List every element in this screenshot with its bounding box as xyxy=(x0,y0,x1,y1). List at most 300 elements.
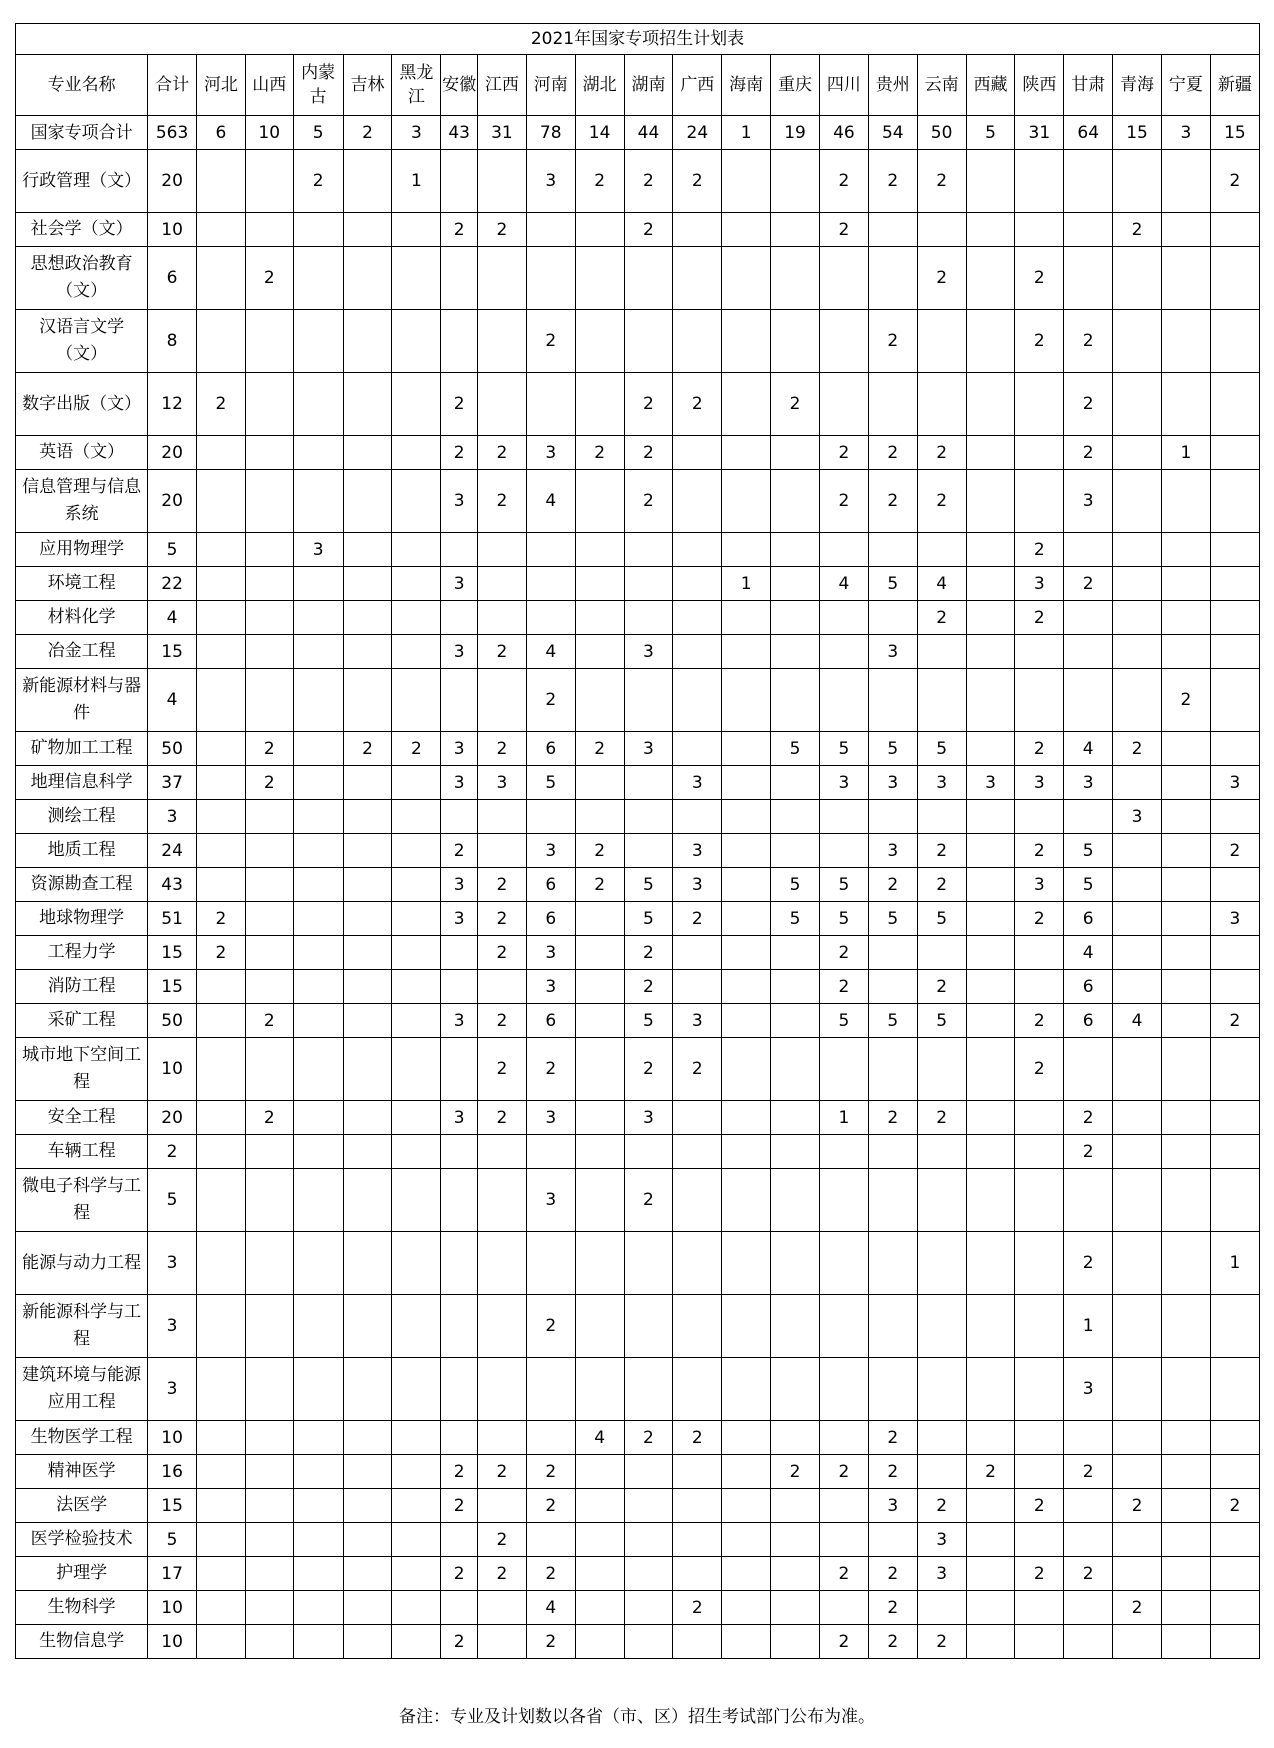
plan-count xyxy=(197,970,246,1004)
plan-count: 5 xyxy=(868,567,917,601)
plan-count xyxy=(293,1625,343,1659)
plan-count: 4 xyxy=(526,635,575,669)
title-row xyxy=(16,24,1260,55)
plan-count xyxy=(1210,970,1259,1004)
major-name: 城市地下空间工程 xyxy=(16,1038,148,1101)
plan-count xyxy=(1210,1455,1259,1489)
plan-count xyxy=(293,1135,343,1169)
plan-count xyxy=(197,1232,246,1295)
plan-count: 4 xyxy=(526,1591,575,1625)
plan-count xyxy=(477,1489,526,1523)
plan-count xyxy=(343,247,392,310)
plan-count xyxy=(526,213,575,247)
plan-count xyxy=(1210,1358,1259,1421)
plan-count xyxy=(1113,1169,1162,1232)
plan-count: 3 xyxy=(441,635,478,669)
plan-count xyxy=(293,213,343,247)
plan-count xyxy=(575,800,624,834)
plan-count: 2 xyxy=(917,436,966,470)
plan-count xyxy=(441,1421,478,1455)
plan-count xyxy=(197,1101,246,1135)
plan-count xyxy=(673,800,722,834)
plan-count xyxy=(1210,1421,1259,1455)
totals-sum: 563 xyxy=(148,116,197,150)
totals-value: 44 xyxy=(624,116,673,150)
plan-count xyxy=(477,1591,526,1625)
plan-count: 2 xyxy=(868,470,917,533)
plan-count xyxy=(343,1232,392,1295)
plan-count xyxy=(1113,567,1162,601)
plan-count xyxy=(1210,1557,1259,1591)
plan-count: 2 xyxy=(392,732,441,766)
plan-count xyxy=(343,902,392,936)
plan-count xyxy=(917,1135,966,1169)
plan-count xyxy=(966,150,1015,213)
enrollment-plan-table xyxy=(15,23,1260,1659)
plan-count xyxy=(392,1591,441,1625)
plan-count xyxy=(722,1295,771,1358)
major-total: 2 xyxy=(148,1135,197,1169)
plan-count xyxy=(771,247,820,310)
table-row xyxy=(16,834,1260,868)
plan-count xyxy=(624,834,673,868)
major-name: 工程力学 xyxy=(16,936,148,970)
totals-value: 3 xyxy=(1161,116,1210,150)
plan-count: 2 xyxy=(575,732,624,766)
plan-count xyxy=(624,567,673,601)
plan-count xyxy=(441,247,478,310)
major-name: 思想政治教育（文） xyxy=(16,247,148,310)
plan-count xyxy=(441,1591,478,1625)
plan-count xyxy=(722,1455,771,1489)
plan-count xyxy=(245,310,293,373)
plan-count xyxy=(1113,970,1162,1004)
plan-count xyxy=(343,1004,392,1038)
plan-count xyxy=(1064,601,1113,635)
plan-count xyxy=(917,373,966,436)
plan-count xyxy=(771,1169,820,1232)
plan-count: 2 xyxy=(1015,247,1064,310)
table-row xyxy=(16,868,1260,902)
plan-count: 2 xyxy=(917,470,966,533)
plan-count xyxy=(392,247,441,310)
plan-count: 2 xyxy=(868,150,917,213)
plan-count xyxy=(624,669,673,732)
plan-count xyxy=(1064,800,1113,834)
plan-count xyxy=(966,800,1015,834)
plan-count xyxy=(819,1523,868,1557)
plan-count xyxy=(1113,1295,1162,1358)
plan-count xyxy=(771,1557,820,1591)
plan-count xyxy=(1161,150,1210,213)
plan-count xyxy=(1210,601,1259,635)
totals-value: 19 xyxy=(771,116,820,150)
totals-value: 24 xyxy=(673,116,722,150)
plan-count xyxy=(1161,834,1210,868)
table-title: 2021年国家专项招生计划表 xyxy=(16,24,1260,55)
major-name: 建筑环境与能源应用工程 xyxy=(16,1358,148,1421)
plan-count xyxy=(1161,1358,1210,1421)
plan-count xyxy=(1015,213,1064,247)
plan-count xyxy=(819,800,868,834)
plan-count xyxy=(526,1421,575,1455)
plan-count: 2 xyxy=(293,150,343,213)
plan-count xyxy=(673,936,722,970)
plan-count: 3 xyxy=(441,766,478,800)
plan-count xyxy=(575,1523,624,1557)
major-name: 微电子科学与工程 xyxy=(16,1169,148,1232)
plan-count xyxy=(1113,310,1162,373)
plan-count: 2 xyxy=(477,1557,526,1591)
plan-count: 4 xyxy=(917,567,966,601)
plan-count xyxy=(819,669,868,732)
plan-count xyxy=(722,1421,771,1455)
plan-count xyxy=(917,1038,966,1101)
table-row xyxy=(16,800,1260,834)
plan-count xyxy=(819,1232,868,1295)
plan-count: 2 xyxy=(197,373,246,436)
plan-count xyxy=(1064,1591,1113,1625)
plan-count: 3 xyxy=(441,902,478,936)
plan-count: 2 xyxy=(526,1295,575,1358)
plan-count xyxy=(575,669,624,732)
plan-count xyxy=(673,1101,722,1135)
plan-count xyxy=(392,1004,441,1038)
plan-count xyxy=(868,1358,917,1421)
plan-count xyxy=(722,247,771,310)
plan-count xyxy=(477,1135,526,1169)
plan-count xyxy=(441,800,478,834)
plan-count xyxy=(441,936,478,970)
plan-count xyxy=(868,1232,917,1295)
plan-count xyxy=(1210,936,1259,970)
plan-count xyxy=(1113,635,1162,669)
plan-count xyxy=(1161,1489,1210,1523)
totals-value: 50 xyxy=(917,116,966,150)
plan-count: 2 xyxy=(477,1101,526,1135)
plan-count xyxy=(624,1489,673,1523)
plan-count: 2 xyxy=(1113,1489,1162,1523)
plan-count xyxy=(1210,1038,1259,1101)
plan-count xyxy=(1113,150,1162,213)
plan-count xyxy=(819,1421,868,1455)
table-row xyxy=(16,601,1260,635)
plan-count xyxy=(477,800,526,834)
plan-count xyxy=(624,800,673,834)
header-province: 广西 xyxy=(673,55,722,116)
table-row xyxy=(16,1557,1260,1591)
plan-count: 3 xyxy=(868,834,917,868)
plan-count: 5 xyxy=(917,1004,966,1038)
major-name: 社会学（文） xyxy=(16,213,148,247)
plan-count xyxy=(1064,1169,1113,1232)
plan-count: 2 xyxy=(819,936,868,970)
major-name: 新能源材料与器件 xyxy=(16,669,148,732)
plan-count xyxy=(293,1101,343,1135)
plan-count xyxy=(293,800,343,834)
totals-value: 6 xyxy=(197,116,246,150)
table-row xyxy=(16,1489,1260,1523)
plan-count: 2 xyxy=(624,1038,673,1101)
plan-count: 6 xyxy=(1064,1004,1113,1038)
plan-count: 3 xyxy=(624,1101,673,1135)
plan-count: 3 xyxy=(868,635,917,669)
plan-count xyxy=(441,1523,478,1557)
plan-count: 6 xyxy=(526,868,575,902)
major-total: 20 xyxy=(148,1101,197,1135)
plan-count xyxy=(771,1004,820,1038)
header-province: 甘肃 xyxy=(1064,55,1113,116)
plan-count xyxy=(575,1232,624,1295)
plan-count xyxy=(1015,800,1064,834)
plan-count xyxy=(966,1557,1015,1591)
header-province: 重庆 xyxy=(771,55,820,116)
plan-count xyxy=(526,1523,575,1557)
plan-count xyxy=(966,1232,1015,1295)
totals-value: 31 xyxy=(477,116,526,150)
plan-count: 3 xyxy=(526,1169,575,1232)
plan-count xyxy=(917,1295,966,1358)
plan-count: 2 xyxy=(819,436,868,470)
plan-count xyxy=(722,936,771,970)
plan-count xyxy=(673,1169,722,1232)
plan-count xyxy=(293,1232,343,1295)
plan-count xyxy=(245,1038,293,1101)
plan-count: 6 xyxy=(526,1004,575,1038)
plan-count xyxy=(966,1135,1015,1169)
major-name: 消防工程 xyxy=(16,970,148,1004)
plan-count xyxy=(1161,247,1210,310)
plan-count xyxy=(197,732,246,766)
plan-count xyxy=(819,1135,868,1169)
plan-count xyxy=(575,1101,624,1135)
table-row xyxy=(16,1455,1260,1489)
plan-count: 2 xyxy=(441,373,478,436)
plan-count: 2 xyxy=(624,1169,673,1232)
plan-count xyxy=(1161,800,1210,834)
totals-value: 5 xyxy=(966,116,1015,150)
major-total: 4 xyxy=(148,601,197,635)
plan-count xyxy=(392,1101,441,1135)
major-name: 应用物理学 xyxy=(16,533,148,567)
plan-count xyxy=(722,868,771,902)
plan-count xyxy=(966,1004,1015,1038)
plan-count: 2 xyxy=(575,150,624,213)
plan-count xyxy=(392,669,441,732)
plan-count: 2 xyxy=(819,150,868,213)
plan-count: 2 xyxy=(1015,533,1064,567)
plan-count xyxy=(673,1523,722,1557)
plan-count xyxy=(293,373,343,436)
plan-count: 2 xyxy=(624,150,673,213)
plan-count: 3 xyxy=(441,470,478,533)
major-total: 10 xyxy=(148,1421,197,1455)
plan-count xyxy=(722,1523,771,1557)
plan-count xyxy=(771,1625,820,1659)
table-row xyxy=(16,1591,1260,1625)
plan-count xyxy=(477,601,526,635)
major-name: 生物信息学 xyxy=(16,1625,148,1659)
plan-count xyxy=(1161,1004,1210,1038)
plan-count xyxy=(477,310,526,373)
major-total: 4 xyxy=(148,669,197,732)
plan-count xyxy=(392,533,441,567)
plan-count xyxy=(197,1489,246,1523)
plan-count: 2 xyxy=(526,310,575,373)
plan-count: 2 xyxy=(477,936,526,970)
plan-count: 2 xyxy=(1015,1489,1064,1523)
plan-count: 3 xyxy=(1210,902,1259,936)
plan-count: 3 xyxy=(526,150,575,213)
plan-count: 6 xyxy=(1064,902,1113,936)
plan-count xyxy=(1161,1232,1210,1295)
plan-count xyxy=(245,470,293,533)
plan-count xyxy=(1064,635,1113,669)
plan-count xyxy=(722,310,771,373)
plan-count xyxy=(197,247,246,310)
plan-count xyxy=(722,1557,771,1591)
plan-count xyxy=(293,970,343,1004)
plan-count xyxy=(343,1557,392,1591)
plan-count xyxy=(966,247,1015,310)
plan-count xyxy=(722,1135,771,1169)
plan-count xyxy=(624,310,673,373)
plan-count xyxy=(624,1455,673,1489)
major-name: 医学检验技术 xyxy=(16,1523,148,1557)
plan-count xyxy=(624,1295,673,1358)
plan-count xyxy=(392,1135,441,1169)
plan-count xyxy=(293,247,343,310)
plan-count: 3 xyxy=(624,732,673,766)
plan-count: 4 xyxy=(526,470,575,533)
table-row xyxy=(16,150,1260,213)
plan-count: 2 xyxy=(477,1523,526,1557)
plan-count: 3 xyxy=(441,567,478,601)
plan-count xyxy=(293,868,343,902)
plan-count: 2 xyxy=(771,1455,820,1489)
plan-count xyxy=(245,902,293,936)
plan-count: 3 xyxy=(966,766,1015,800)
plan-count: 2 xyxy=(245,732,293,766)
plan-count xyxy=(819,1358,868,1421)
major-name: 法医学 xyxy=(16,1489,148,1523)
plan-count: 5 xyxy=(868,902,917,936)
plan-count xyxy=(1161,1421,1210,1455)
table-row xyxy=(16,1135,1260,1169)
plan-count xyxy=(575,936,624,970)
header-province: 湖北 xyxy=(575,55,624,116)
plan-count xyxy=(1064,213,1113,247)
plan-count xyxy=(771,970,820,1004)
plan-count: 2 xyxy=(575,868,624,902)
plan-count xyxy=(966,533,1015,567)
plan-count: 3 xyxy=(1015,766,1064,800)
plan-count: 6 xyxy=(526,732,575,766)
plan-count xyxy=(1210,436,1259,470)
plan-count xyxy=(1113,373,1162,436)
plan-count xyxy=(917,533,966,567)
plan-count xyxy=(293,1523,343,1557)
major-total: 22 xyxy=(148,567,197,601)
totals-value: 43 xyxy=(441,116,478,150)
plan-count xyxy=(392,1038,441,1101)
plan-count xyxy=(966,1101,1015,1135)
plan-count xyxy=(245,1523,293,1557)
plan-count xyxy=(1210,470,1259,533)
plan-count xyxy=(819,247,868,310)
plan-count xyxy=(1210,800,1259,834)
plan-count xyxy=(293,936,343,970)
table-row xyxy=(16,1101,1260,1135)
plan-count xyxy=(966,868,1015,902)
plan-count: 3 xyxy=(624,635,673,669)
major-name: 英语（文） xyxy=(16,436,148,470)
plan-count xyxy=(1113,1523,1162,1557)
plan-count: 2 xyxy=(1015,834,1064,868)
plan-count: 2 xyxy=(1210,1489,1259,1523)
plan-count: 3 xyxy=(1064,766,1113,800)
plan-count xyxy=(917,1455,966,1489)
plan-count xyxy=(624,601,673,635)
plan-count: 2 xyxy=(441,213,478,247)
plan-count: 2 xyxy=(477,868,526,902)
plan-count xyxy=(1064,1489,1113,1523)
plan-count: 3 xyxy=(868,766,917,800)
major-total: 5 xyxy=(148,533,197,567)
plan-count xyxy=(197,868,246,902)
plan-count: 1 xyxy=(1210,1232,1259,1295)
major-name: 采矿工程 xyxy=(16,1004,148,1038)
plan-count xyxy=(477,1169,526,1232)
plan-count xyxy=(673,970,722,1004)
plan-count xyxy=(673,669,722,732)
plan-count xyxy=(673,567,722,601)
plan-count: 5 xyxy=(917,902,966,936)
plan-count xyxy=(293,470,343,533)
plan-count xyxy=(966,1421,1015,1455)
plan-count xyxy=(343,470,392,533)
plan-count xyxy=(722,834,771,868)
plan-count: 1 xyxy=(1064,1295,1113,1358)
plan-count xyxy=(197,1523,246,1557)
plan-count xyxy=(343,1358,392,1421)
plan-count xyxy=(673,1489,722,1523)
plan-count xyxy=(392,868,441,902)
plan-count xyxy=(771,1358,820,1421)
major-name: 安全工程 xyxy=(16,1101,148,1135)
plan-count xyxy=(197,766,246,800)
plan-count: 2 xyxy=(917,970,966,1004)
plan-count xyxy=(392,1358,441,1421)
plan-count: 2 xyxy=(526,1625,575,1659)
plan-count xyxy=(771,1523,820,1557)
plan-count xyxy=(392,213,441,247)
plan-count: 2 xyxy=(441,834,478,868)
plan-count xyxy=(392,1489,441,1523)
major-name: 汉语言文学（文） xyxy=(16,310,148,373)
plan-count xyxy=(673,1625,722,1659)
plan-count xyxy=(1210,247,1259,310)
major-total: 24 xyxy=(148,834,197,868)
plan-count xyxy=(819,1295,868,1358)
plan-count: 3 xyxy=(1015,567,1064,601)
plan-count: 4 xyxy=(1113,1004,1162,1038)
plan-count xyxy=(819,1489,868,1523)
major-total: 15 xyxy=(148,936,197,970)
plan-count xyxy=(966,1358,1015,1421)
major-name: 护理学 xyxy=(16,1557,148,1591)
plan-count: 2 xyxy=(1015,1004,1064,1038)
